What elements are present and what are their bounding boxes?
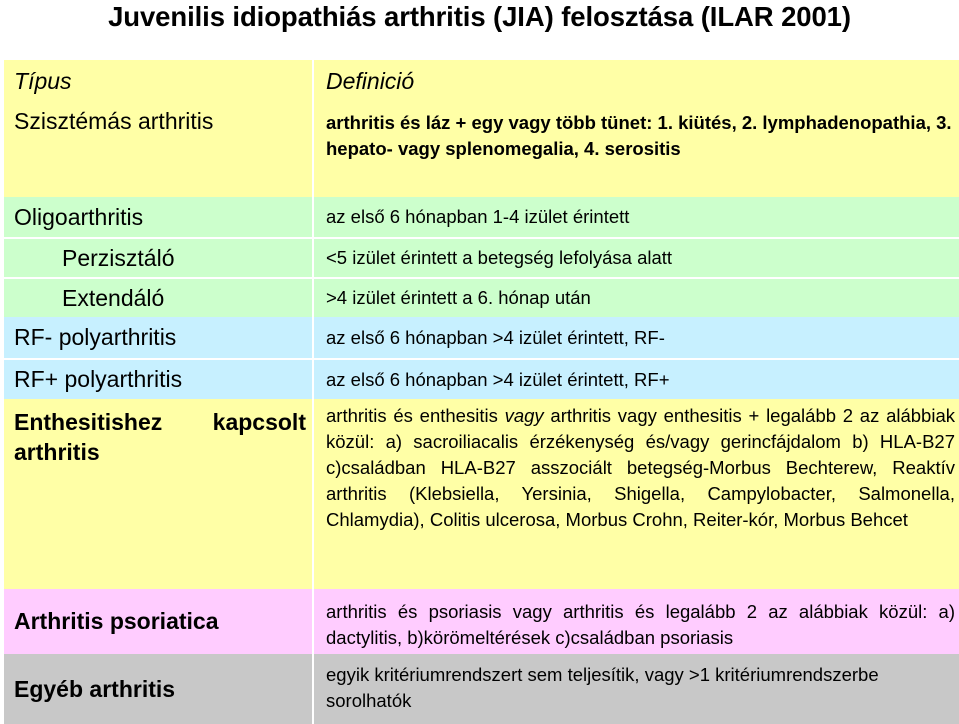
type-enthesitis-word3: arthritis (14, 439, 100, 465)
page-title: Juvenilis idiopathiás arthritis (JIA) felosztása (ILAR 2001) (108, 1, 851, 32)
definition-systemic: arthritis és láz + egy vagy több tünet: 1. kiütés, 2. lymphadenopathia, 3. hepato- vagy splenomegalia, 4. serositis (314, 102, 959, 197)
definition-rf-negative-polyarthritis: az első 6 hónapban >4 izület érintett, RF- (314, 317, 959, 358)
definition-rf-positive-polyarthritis: az első 6 hónapban >4 izület érintett, RF+ (314, 358, 959, 399)
type-rf-negative-polyarthritis: RF- polyarthritis (4, 317, 312, 358)
type-enthesitis-word1: Enthesitishez (14, 409, 163, 435)
header-definition: Definició (314, 60, 959, 102)
definition-psoriatic-arthritis: arthritis és psoriasis vagy arthritis és legalább 2 az alábbiak közül: a) dactylitis, b)körömeltérések c)családban psoriasis (314, 589, 959, 654)
type-systemic: Szisztémás arthritis (4, 102, 312, 197)
type-enthesitis-word2: kapcsolt (212, 409, 306, 435)
definition-other-arthritis: egyik kritériumrendszert sem teljesítik, vagy >1 kritériumrendszerbe sorolhatók (314, 654, 959, 724)
type-psoriatic-arthritis: Arthritis psoriatica (4, 589, 312, 654)
definition-oligoarthritis: az első 6 hónapban 1-4 izület érintett (314, 197, 959, 237)
type-oligoarthritis: Oligoarthritis (4, 197, 312, 237)
type-other-arthritis: Egyéb arthritis (4, 654, 312, 724)
header-type: Típus (4, 60, 312, 102)
definition-persistent: <5 izület érintett a betegség lefolyása alatt (314, 237, 959, 277)
type-enthesitis-related (4, 399, 312, 589)
type-extended: Extendáló (4, 277, 312, 317)
emphasis-vagy: vagy (504, 405, 544, 426)
definition-extended: >4 izület érintett a 6. hónap után (314, 277, 959, 317)
type-rf-positive-polyarthritis: RF+ polyarthritis (4, 358, 312, 399)
jia-classification-table (4, 60, 959, 724)
definition-enthesitis-related: arthritis és enthesitis vagy arthritis vagy enthesitis + legalább 2 az alábbiak közül: a) sacroiliacalis érzékenység és/vagy gerincfájdalom b) HLA-B27 c)családban HLA-B27 asszociált betegség-Morbus Bechterew, Reaktív arthritis (Klebsiella, Yersinia, Shigella, Campylobacter, Salmonella, Chlamydia), Colitis ulcerosa, Morbus Crohn, Reiter-kór, Morbus Behcet (314, 399, 959, 589)
type-persistent: Perzisztáló (4, 237, 312, 277)
